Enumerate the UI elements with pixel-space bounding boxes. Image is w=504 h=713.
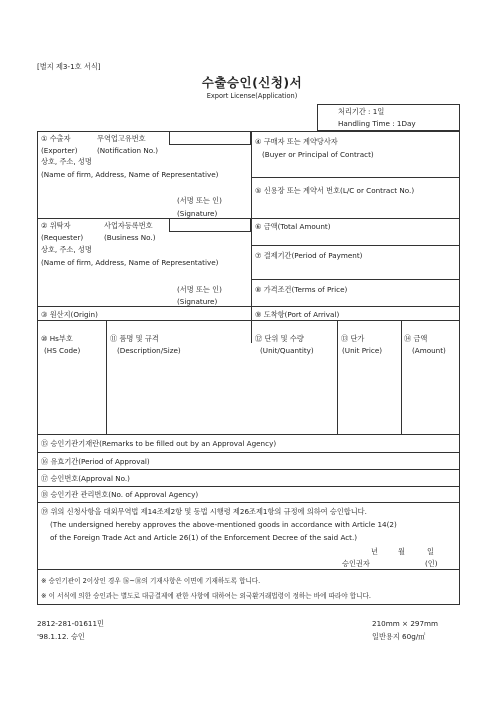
origin-label: ③ 원산지(Origin) bbox=[41, 310, 98, 319]
line-right-5 bbox=[251, 306, 460, 307]
requester-reg-label-en: (Business No.) bbox=[104, 233, 156, 242]
requester-label: ② 위탁자 bbox=[41, 221, 71, 230]
line-full-1 bbox=[37, 320, 460, 321]
validity-label: ⑯ 유효기간(Period of Approval) bbox=[41, 457, 150, 466]
exporter-reg-label: 무역업고유번호 bbox=[97, 134, 146, 143]
line-full-3 bbox=[37, 452, 460, 453]
date-day: 일 bbox=[427, 547, 434, 556]
col-desc-ko: ⑪ 품명 및 규격 bbox=[110, 334, 159, 343]
col-hs-en: (HS Code) bbox=[44, 346, 81, 355]
line-right-2 bbox=[251, 218, 460, 219]
processing-ko: 처리기간 : 1일 bbox=[338, 107, 385, 116]
footer-paper-size: 210mm × 297mm bbox=[372, 619, 439, 628]
approver-seal: (인) bbox=[425, 559, 438, 568]
col-line-4 bbox=[401, 320, 402, 434]
statement-en-2: of the Foreign Trade Act and Article 26(1) of the Enforcement Decree of the said Act.) bbox=[50, 533, 358, 542]
requester-sign-en: (Signature) bbox=[177, 297, 218, 306]
approver-label: 승인권자 bbox=[342, 559, 370, 568]
statement-ko: ⑲ 위의 신청사항을 대외무역법 제14조제2항 및 동법 시행령 제26조제1항의 규정에 의하여 승인합니다. bbox=[41, 507, 367, 516]
line-full-6 bbox=[37, 502, 460, 503]
col-hs-ko: ⑩ Hs부호 bbox=[41, 334, 73, 343]
agency-no-label: ⑱ 승인기관 관리번호(No. of Approval Agency) bbox=[41, 490, 199, 499]
exporter-name-label: 상호, 주소, 성명 bbox=[41, 157, 92, 166]
col-price-ko: ⑬ 단가 bbox=[341, 334, 365, 343]
note-1: ※ 승인기관이 2이상인 경우 ⑯~⑱의 기재사항은 이면에 기재하도록 합니다. bbox=[41, 577, 261, 585]
line-full-5 bbox=[37, 486, 460, 487]
col-amount-ko: ⑭ 금액 bbox=[404, 334, 428, 343]
exporter-name-label-en: (Name of firm, Address, Name of Representative) bbox=[41, 170, 219, 179]
requester-reg-box[interactable] bbox=[169, 218, 251, 232]
col-line-1 bbox=[106, 320, 107, 434]
exporter-label: ① 수출자 bbox=[41, 134, 71, 143]
line-left-2 bbox=[37, 306, 251, 307]
col-unit-en: (Unit/Quantity) bbox=[260, 346, 314, 355]
price-terms-label: ⑧ 가격조건(Terms of Price) bbox=[255, 285, 348, 294]
exporter-label-en: (Exporter) bbox=[41, 146, 78, 155]
date-year: 년 bbox=[371, 547, 378, 556]
col-desc-en: (Description/Size) bbox=[117, 346, 181, 355]
buyer-label: ④ 구매자 또는 계약당사자 bbox=[255, 137, 338, 146]
port-label: ⑨ 도착항(Port of Arrival) bbox=[255, 310, 340, 319]
exporter-reg-label-en: (Notification No.) bbox=[97, 146, 159, 155]
note-2: ※ 이 서식에 의한 승인과는 별도로 대금결제에 관한 사항에 대하여는 외국환거래법령이 정하는 바에 따라야 합니다. bbox=[41, 592, 371, 600]
exporter-sign: (서명 또는 인) bbox=[177, 196, 222, 205]
col-price-en: (Unit Price) bbox=[342, 346, 383, 355]
page-subtitle: Export License(Application) bbox=[206, 92, 298, 100]
footer-code: 2812-281-01611민 bbox=[37, 619, 105, 628]
col-line-3 bbox=[337, 320, 338, 434]
payment-label: ⑦ 결제기간(Period of Payment) bbox=[255, 251, 363, 260]
exporter-sign-en: (Signature) bbox=[177, 209, 218, 218]
date-month: 월 bbox=[398, 547, 405, 556]
requester-reg-label: 사업자등록번호 bbox=[104, 221, 153, 230]
statement-en-1: (The undersigned hereby approves the above-mentioned goods in accordance with Article 14(2) bbox=[50, 520, 397, 529]
page-title: 수출승인(신청)서 bbox=[201, 75, 303, 90]
requester-name-label: 상호, 주소, 성명 bbox=[41, 245, 92, 254]
form-id: [별지 제3-1호 서식] bbox=[37, 62, 101, 71]
line-full-7 bbox=[37, 569, 460, 570]
line-right-4 bbox=[251, 279, 460, 280]
line-full-4 bbox=[37, 469, 460, 470]
buyer-label-en: (Buyer or Principal of Contract) bbox=[262, 150, 374, 159]
exporter-reg-box[interactable] bbox=[169, 131, 251, 145]
requester-sign: (서명 또는 인) bbox=[177, 285, 222, 294]
line-full-2 bbox=[37, 434, 460, 435]
footer-paper-weight: 일반용지 60g/㎡ bbox=[372, 632, 426, 641]
footer-approval-date: '98.1.12. 승인 bbox=[37, 632, 85, 641]
line-right-3 bbox=[251, 245, 460, 246]
col-unit-ko: ⑫ 단위 및 수량 bbox=[255, 334, 304, 343]
line-right-1 bbox=[251, 177, 460, 178]
col-amount-en: (Amount) bbox=[412, 346, 446, 355]
processing-en: Handling Time : 1Day bbox=[338, 119, 416, 128]
requester-name-label-en: (Name of firm, Address, Name of Representative) bbox=[41, 258, 219, 267]
requester-label-en: (Requester) bbox=[41, 233, 84, 242]
remarks-label: ⑮ 승인기관기재란(Remarks to be filled out by an Approval Agency) bbox=[41, 439, 277, 448]
approval-no-label: ⑰ 승인번호(Approval No.) bbox=[41, 474, 130, 483]
mid-divider bbox=[251, 131, 252, 343]
amount-total-label: ⑥ 금액(Total Amount) bbox=[255, 222, 331, 231]
lc-label: ⑤ 신용장 또는 계약서 번호(L/C or Contract No.) bbox=[255, 186, 415, 195]
